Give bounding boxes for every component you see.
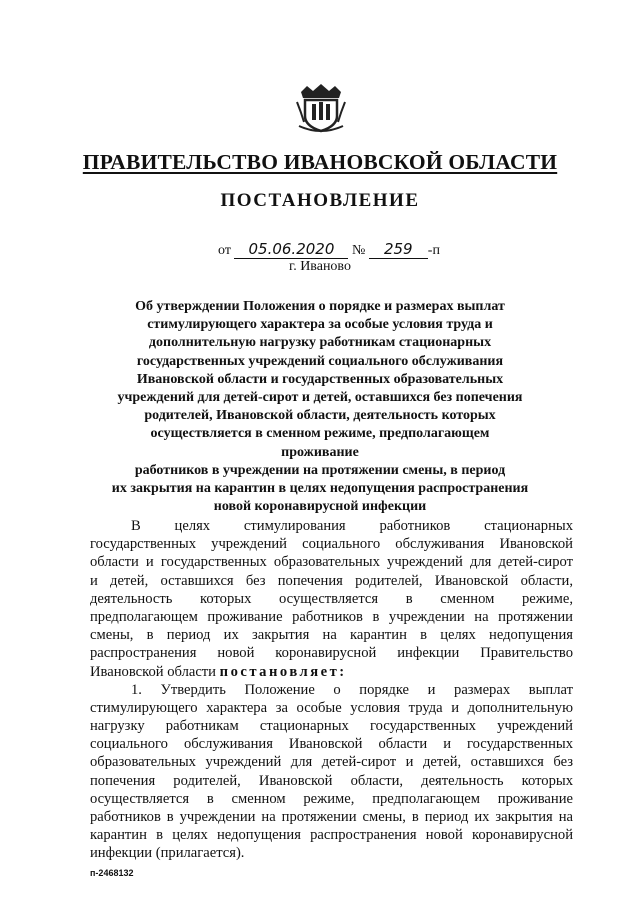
government-name	[0, 150, 640, 174]
coat-of-arms-emblem	[295, 82, 347, 134]
number-suffix: -п	[427, 243, 440, 258]
text-line: деятельность которых осуществляется в сменном режиме,	[90, 590, 573, 607]
city: г. Иваново	[289, 259, 351, 274]
handwritten-date: 05.06.2020	[234, 240, 348, 259]
text-line: смены, в период их закрытия на карантин в целях недопущения	[90, 627, 573, 644]
document-type: ПОСТАНОВЛЕНИЕ	[220, 190, 420, 211]
text-line	[90, 663, 573, 681]
text-line: В целях стимулирования работников стационарных	[131, 518, 573, 534]
document-body	[90, 517, 573, 863]
text-fragment: Ивановской области	[90, 663, 216, 680]
text-line: распространения новой коронавирусной инфекции Правительство	[90, 645, 573, 662]
text-line: 1. Утвердить Положение о порядке и размерах выплат	[131, 681, 573, 698]
text-line: государственных учреждений социального обслуживания Ивановской	[90, 536, 573, 553]
text-line: осуществляется в сменном режиме, предполагающем проживание	[90, 790, 573, 807]
text-line: нагрузку работникам стационарных государственных учреждений	[90, 718, 573, 735]
text-line: попечения родителей, Ивановской области, деятельность которых	[90, 772, 573, 789]
decree-word: постановляет:	[219, 663, 347, 680]
text-line: области и государственных образовательных учреждений для детей-сирот	[90, 554, 573, 571]
text-line: стимулирующего характера за особые условия труда и дополнительную	[90, 699, 573, 716]
text-line: образовательных учреждений для детей-сирот и детей, оставшихся без	[90, 754, 573, 771]
text-line: работников в учреждении на протяжении смены, в период их закрытия на	[90, 809, 573, 825]
text-line: предполагающем проживание работников в учреждении на протяжении	[90, 608, 573, 625]
text-line: социального обслуживания Ивановской области и государственных	[90, 736, 573, 753]
number-prefix: №	[351, 243, 366, 258]
date-prefix: от	[218, 243, 231, 258]
text-line: инфекции (прилагается).	[90, 845, 245, 862]
handwritten-number: 259	[369, 240, 428, 259]
document-title: Об утверждении Положения о порядке и размерах выплат стимулирующего характера за особые условия труда и дополнительную нагрузку работникам стационарных государственных учреждений социального обслуживания Ивановской области и государственных образовательных учреждений для детей-сирот и детей, оставшихся без попечения родителей, Ивановской области, деятельность которых осуществляется в сменном режиме, предполагающем проживание работников в учреждении на протяжении смены, в период их закрытия на карантин в целях недопущения распространения новой коронавирусной инфекции	[111, 299, 529, 515]
date-number-line	[218, 240, 440, 260]
text-line: карантин в целях недопущения распространения новой коронавирусной	[90, 827, 573, 844]
text-line: и детей, оставшихся без попечения родителей, Ивановской области,	[90, 572, 573, 589]
government-name-text: ПРАВИТЕЛЬСТВО ИВАНОВСКОЙ ОБЛАСТИ	[82, 150, 558, 174]
footer-code: п-2468132	[90, 868, 134, 878]
